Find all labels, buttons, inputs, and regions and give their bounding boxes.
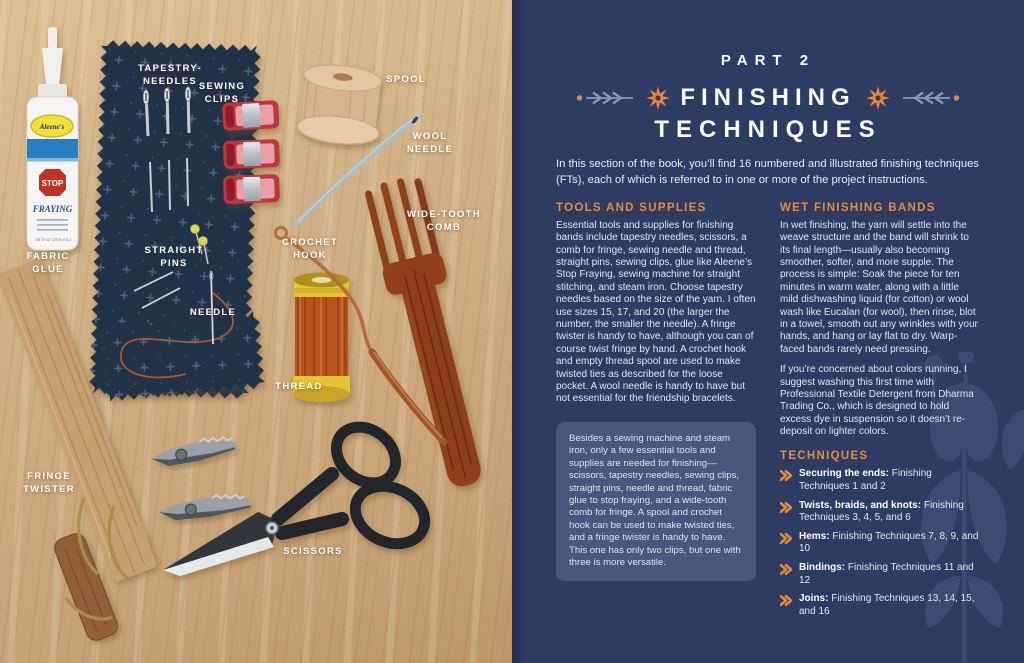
flower-star-icon — [645, 85, 671, 111]
techniques-item: Twists, braids, and knots: Finishing Techniques 3, 4, 5, and 6 — [780, 500, 980, 525]
label-wool-needle: WOOL NEEDLE — [406, 131, 454, 156]
techniques-item: Hems: Finishing Techniques 7, 8, 9, and 10 — [780, 531, 980, 556]
caption-text: Besides a sewing machine and steam iron, only a few essential tools and supplies are needed for finishing—scissors, tapestry needles, sewing clips, straight pins, needle and thread, fabric glue to stop fraying, and a wide-tooth comb for fringe. A spool and crochet hook can be used to make twisted ties, and a fringe twister is handy to have. This one has only two clips, but one with three is more versatile. — [569, 432, 741, 569]
label-wide-tooth-comb: WIDE-TOOTH COMB — [406, 209, 482, 234]
sewing-clips — [222, 100, 280, 204]
arrow-bullet-icon — [780, 469, 792, 482]
alligator-clip-2 — [158, 491, 252, 522]
glue-bottle — [27, 27, 78, 250]
bottle-fraying-text: FRAYING — [32, 204, 73, 214]
column-left — [556, 202, 756, 625]
wet-finishing-heading: WET FINISHING BANDS — [780, 201, 936, 214]
arrow-bullet-icon — [780, 532, 792, 545]
bottle-size-text: .66 fl oz (19.5 mL) — [33, 237, 72, 242]
part-label: PART 2 — [720, 52, 816, 69]
page-title-line2: TECHNIQUES — [654, 116, 882, 143]
arrow-bullet-icon — [780, 594, 792, 607]
label-needle: NEEDLE — [189, 307, 237, 318]
bottle-stop-text: STOP — [41, 179, 64, 188]
branch-ornament-left — [576, 89, 636, 107]
alligator-clip-1 — [150, 433, 236, 468]
label-tapestry-needles: TAPESTRY-NEEDLES — [138, 63, 202, 88]
two-column-layout — [512, 202, 1024, 625]
title-row — [512, 85, 1024, 111]
techniques-item: Joins: Finishing Techniques 13, 14, 15, and 16 — [780, 593, 980, 618]
caption-box — [556, 422, 756, 581]
label-spool: SPOOL — [386, 74, 426, 85]
fabric-swatch-bottom — [97, 310, 265, 402]
tools-heading: TOOLS AND SUPPLIES — [556, 201, 707, 214]
techniques-item: Securing the ends: Finishing Techniques 1 and 2 — [780, 468, 980, 493]
arrow-bullet-icon — [780, 563, 792, 576]
label-fabric-glue: FABRIC GLUE — [26, 251, 70, 276]
branch-ornament-right — [900, 89, 960, 107]
tools-body: Essential tools and supplies for finishing bands include tapestry needles, scissors, a comb for fringe, sewing needle and thread, straight pins, sewing clips, glue like Aleene’s Stop Fraying, sewing machine for straight stitching, and steam iron. Choose tapestry needles based on the size of the yarn. I often use sizes 15, 17, and 20 (the larger the number, the smaller the needle). A fringe twister is handy to have, although you can of course twist fringe by hand. A crochet hook and empty thread spool are used to make twisted ties as described for the loose pocket. A wool needle is handy to have but not essential for the friendship bracelets. — [556, 219, 756, 405]
techniques-heading: TECHNIQUES — [780, 450, 869, 463]
arrow-bullet-icon — [780, 501, 792, 514]
techniques-list — [780, 468, 980, 618]
techniques-item: Bindings: Finishing Techniques 11 and 12 — [780, 562, 980, 587]
intro-paragraph: In this section of the book, you’ll find 16 numbered and illustrated finishing techniques (FTs), each of which is referred to in one or more of the project instructions. — [556, 158, 979, 186]
column-right — [780, 202, 980, 625]
label-scissors: SCISSORS — [283, 546, 343, 557]
label-fringe-twister: FRINGE TWISTER — [23, 471, 75, 496]
page-title-line1: FINISHING — [680, 84, 856, 111]
label-sewing-clips: SEWING CLIPS — [198, 81, 246, 106]
bottle-brand-text: Aleene's — [39, 123, 65, 131]
wet-finishing-body-1: In wet finishing, the yarn will settle into the weave structure and the band will shrink to its final length—usually also becoming smoother, softer, and more supple. The process is simple: Soak the piece for ten minutes in warm water, along with a little mild dishwashing liquid (for cotton) or wool wash like Eucalan (for wool), then rinse, blot in a towel, smooth out any wrinkles with your hands, and hang or lay flat to dry. Warp-faced bands rarely need pressing. — [780, 219, 978, 355]
label-thread: THREAD — [275, 381, 323, 392]
wet-finishing-body-2: If you’re concerned about colors running, I suggest washing this first time with Professional Textile Detergent from Dharma Trading Co., which is designed to hold excess dye in suspension so it doesn’t re-deposit on lighter colors. — [780, 364, 974, 438]
label-straight-pins: STRAIGHT PINS — [144, 245, 204, 270]
right-page — [512, 0, 1024, 663]
label-crochet-hook: CROCHET HOOK — [281, 237, 339, 262]
flower-star-icon — [865, 85, 891, 111]
